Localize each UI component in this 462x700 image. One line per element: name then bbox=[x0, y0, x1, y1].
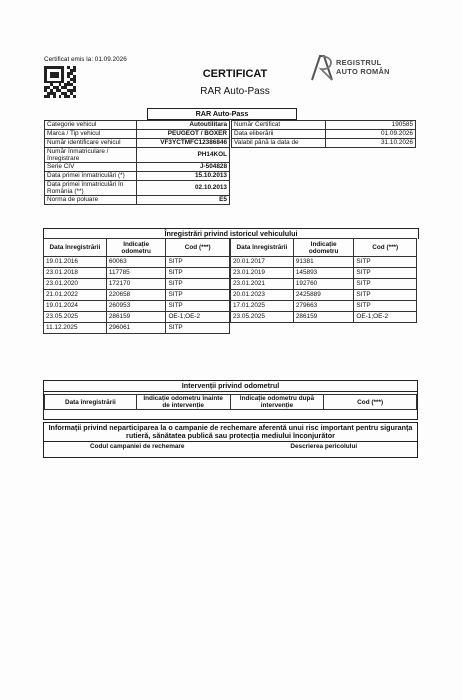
history-code: OE-1;OE-2 bbox=[166, 312, 230, 323]
history-odometer: 145893 bbox=[293, 268, 354, 279]
history-row bbox=[231, 290, 417, 301]
history-row bbox=[231, 257, 417, 268]
interventions-col: Data înregistrării bbox=[45, 395, 137, 410]
vehicle-row bbox=[45, 121, 230, 130]
interventions-col: Indicație odometru înainte de intervenție bbox=[136, 395, 230, 410]
logo-text bbox=[336, 58, 390, 76]
history-odometer: 2425889 bbox=[293, 290, 354, 301]
vehicle-left-table bbox=[44, 120, 230, 205]
history-odometer: 220658 bbox=[106, 290, 166, 301]
history-date: 20.01.2023 bbox=[231, 290, 294, 301]
recall-box bbox=[43, 422, 418, 458]
recall-header: Informații privind neparticiparea la o campanie de rechemare aferentă unui risc important pentru siguranța rutieră, sănătatea publică sau protecția mediului înconjurător bbox=[44, 423, 417, 442]
history-odometer: 296061 bbox=[106, 323, 166, 334]
vehicle-field-label: Data primei înmatriculări (*) bbox=[45, 172, 137, 181]
vehicle-field-value: Autoutilitara bbox=[136, 121, 229, 130]
history-row bbox=[44, 257, 230, 268]
vehicle-field-value: PEUGEOT / BOXER bbox=[136, 130, 229, 139]
recall-table bbox=[44, 442, 417, 452]
history-odometer: 172170 bbox=[106, 279, 166, 290]
vehicle-field-label: Număr Certificat bbox=[232, 121, 326, 130]
vehicle-field-value: 01.09.2026 bbox=[325, 130, 415, 139]
page-title: CERTIFICAT bbox=[202, 68, 268, 80]
vehicle-field-label: Norma de poluare bbox=[45, 196, 137, 205]
vehicle-field-label: Număr identificare vehicul bbox=[45, 139, 137, 148]
history-code: SITP bbox=[354, 279, 417, 290]
history-right-table bbox=[230, 238, 417, 323]
history-odometer: 117785 bbox=[106, 268, 166, 279]
vehicle-field-value: 02.10.2013 bbox=[136, 181, 229, 196]
vehicle-field-value: E5 bbox=[136, 196, 229, 205]
interventions-header: Intervenții privind odometrul bbox=[44, 381, 417, 392]
history-code: SITP bbox=[354, 268, 417, 279]
page-subtitle: RAR Auto-Pass bbox=[200, 86, 270, 97]
history-date: 17.01.2025 bbox=[231, 301, 294, 312]
history-date: 23.01.2018 bbox=[44, 268, 107, 279]
history-left-table bbox=[43, 238, 230, 334]
qr-code-icon bbox=[44, 66, 76, 98]
history-odometer: 286159 bbox=[293, 312, 354, 323]
history-row bbox=[44, 290, 230, 301]
vehicle-field-value: VF3YCTMFC12386846 bbox=[136, 139, 229, 148]
history-date: 21.01.2022 bbox=[44, 290, 107, 301]
vehicle-row bbox=[45, 181, 230, 196]
history-odometer: 260953 bbox=[106, 301, 166, 312]
history-odometer: 192760 bbox=[293, 279, 354, 290]
history-code: SITP bbox=[166, 257, 230, 268]
vehicle-row bbox=[45, 148, 230, 163]
rar-logo-icon bbox=[308, 54, 338, 82]
vehicle-field-label: Valabil până la data de bbox=[232, 139, 326, 148]
vehicle-field-label: Număr înmatriculare / înregistrare bbox=[45, 148, 137, 163]
history-date: 23.05.2025 bbox=[44, 312, 107, 323]
interventions-box bbox=[43, 380, 418, 420]
history-code: OE-1;OE-2 bbox=[354, 312, 417, 323]
vehicle-field-label: Data primei înmatriculări în România (**) bbox=[45, 181, 137, 196]
history-code: SITP bbox=[166, 323, 230, 334]
interventions-col: Indicație odometru după intervenție bbox=[230, 395, 324, 410]
interventions-table bbox=[44, 394, 417, 410]
history-date: 23.01.2019 bbox=[231, 268, 294, 279]
history-odometer: 279663 bbox=[293, 301, 354, 312]
col-date: Data înregistrării bbox=[231, 239, 294, 257]
history-row bbox=[231, 301, 417, 312]
history-code: SITP bbox=[166, 279, 230, 290]
vehicle-field-label: Marca / Tip vehicul bbox=[45, 130, 137, 139]
history-code: SITP bbox=[354, 257, 417, 268]
recall-col: Codul campaniei de rechemare bbox=[90, 443, 185, 450]
vehicle-right-table bbox=[231, 120, 416, 148]
col-date: Data înregistrării bbox=[44, 239, 107, 257]
col-odo: Indicație odometru bbox=[106, 239, 166, 257]
emission-date: Certificat emis la: 01.09.2026 bbox=[44, 56, 127, 63]
vehicle-field-value: J-504828 bbox=[136, 163, 229, 172]
vehicle-row bbox=[45, 139, 230, 148]
history-row bbox=[44, 268, 230, 279]
vehicle-row bbox=[232, 130, 416, 139]
history-date: 19.01.2016 bbox=[44, 257, 107, 268]
history-date: 20.01.2017 bbox=[231, 257, 294, 268]
history-code: SITP bbox=[166, 268, 230, 279]
vehicle-field-label: Categorie vehicul bbox=[45, 121, 137, 130]
history-date: 11.12.2025 bbox=[44, 323, 107, 334]
history-odometer: 60063 bbox=[106, 257, 166, 268]
history-row bbox=[44, 323, 230, 334]
history-row bbox=[231, 312, 417, 323]
history-odometer: 286159 bbox=[106, 312, 166, 323]
col-code: Cod (***) bbox=[166, 239, 230, 257]
vehicle-field-label: Data eliberării bbox=[232, 130, 326, 139]
interventions-col: Cod (***) bbox=[324, 395, 417, 410]
vehicle-row bbox=[232, 139, 416, 148]
history-row bbox=[231, 279, 417, 290]
history-odometer: 91381 bbox=[293, 257, 354, 268]
vehicle-field-value: PH14KOL bbox=[136, 148, 229, 163]
col-odo: Indicație odometru bbox=[293, 239, 354, 257]
vehicle-field-label: Serie CIV bbox=[45, 163, 137, 172]
vehicle-row bbox=[45, 130, 230, 139]
logo-line1: REGISTRUL bbox=[336, 58, 382, 67]
col-code: Cod (***) bbox=[354, 239, 417, 257]
history-row bbox=[44, 312, 230, 323]
history-date: 23.05.2025 bbox=[231, 312, 294, 323]
history-date: 23.01.2021 bbox=[231, 279, 294, 290]
history-row bbox=[231, 268, 417, 279]
history-row bbox=[44, 279, 230, 290]
history-date: 23.01.2020 bbox=[44, 279, 107, 290]
history-date: 19.01.2024 bbox=[44, 301, 107, 312]
history-code: SITP bbox=[354, 301, 417, 312]
vehicle-field-value: 15.10.2013 bbox=[136, 172, 229, 181]
vehicle-field-value: 190585 bbox=[325, 121, 415, 130]
history-header: Înregistrări privind istoricul vehiculului bbox=[43, 228, 419, 239]
history-code: SITP bbox=[166, 290, 230, 301]
vehicle-header: RAR Auto-Pass bbox=[147, 108, 297, 120]
history-code: SITP bbox=[166, 301, 230, 312]
vehicle-row bbox=[45, 163, 230, 172]
recall-col: Descrierea pericolului bbox=[290, 443, 358, 450]
vehicle-field-value: 31.10.2026 bbox=[325, 139, 415, 148]
history-code: SITP bbox=[354, 290, 417, 301]
vehicle-row bbox=[232, 121, 416, 130]
vehicle-row bbox=[45, 196, 230, 205]
vehicle-row bbox=[45, 172, 230, 181]
history-row bbox=[44, 301, 230, 312]
logo-line2: AUTO ROMÂN bbox=[336, 67, 390, 76]
